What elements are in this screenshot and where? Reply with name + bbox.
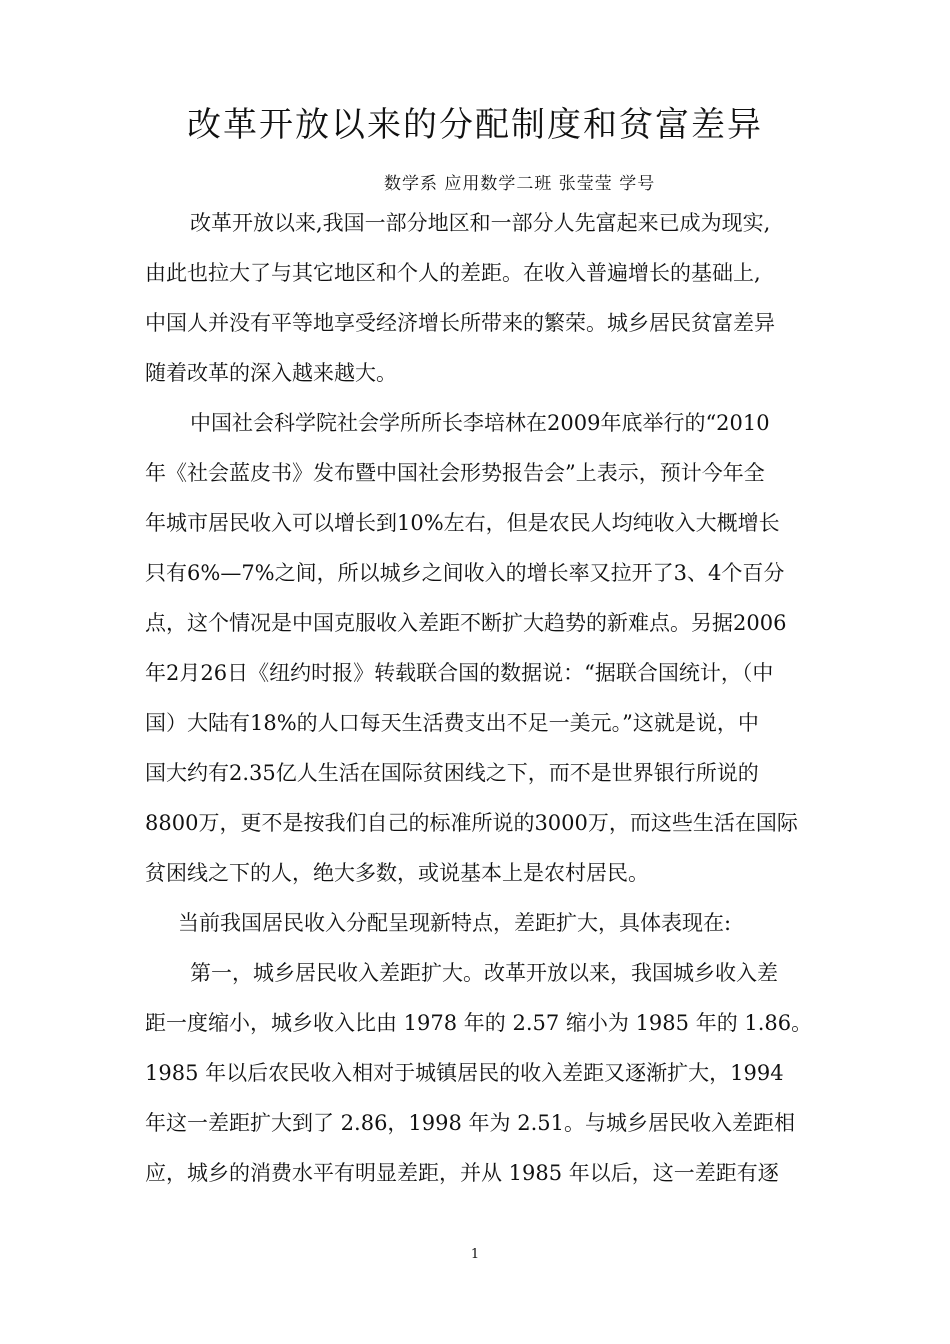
text-line: 第一，城乡居民收入差距扩大。改革开放以来，我国城乡收入差 xyxy=(190,961,778,985)
text-line: 应，城乡的消费水平有明显差距，并从 1985 年以后，这一差距有逐 xyxy=(145,1161,779,1185)
text-line: 距一度缩小，城乡收入比由 1978 年的 2.57 缩小为 1985 年的 1.86。 xyxy=(145,1011,813,1035)
document-title: 改革开放以来的分配制度和贫富差异 xyxy=(187,105,763,145)
page-number: 1 xyxy=(470,1247,480,1262)
text-line: 年城市居民收入可以增长到10%左右，但是农民人均纯收入大概增长 xyxy=(145,511,780,535)
text-line: 年这一差距扩大到了 2.86，1998 年为 2.51。与城乡居民收入差距相 xyxy=(145,1111,795,1135)
text-line: 只有6%—7%之间，所以城乡之间收入的增长率又拉开了3、4个百分 xyxy=(145,561,785,585)
author-byline: 数学系 应用数学二班 张莹莹 学号 xyxy=(384,174,656,194)
text-line: 由此也拉大了与其它地区和个人的差距。在收入普遍增长的基础上, xyxy=(145,261,761,285)
text-line: 国）大陆有18%的人口每天生活费支出不足一美元。”这就是说，中 xyxy=(145,711,759,735)
text-line: 中国人并没有平等地享受经济增长所带来的繁荣。城乡居民贫富差异 xyxy=(145,311,775,335)
text-line: 当前我国居民收入分配呈现新特点，差距扩大，具体表现在: xyxy=(178,911,732,935)
text-line: 中国社会科学院社会学所所长李培林在2009年底举行的“2010 xyxy=(190,411,770,435)
text-line: 改革开放以来,我国一部分地区和一部分人先富起来已成为现实, xyxy=(190,211,771,235)
text-line: 年《社会蓝皮书》发布暨中国社会形势报告会”上表示，预计今年全 xyxy=(145,461,765,485)
text-line: 随着改革的深入越来越大。 xyxy=(145,361,397,385)
text-line: 贫困线之下的人，绝大多数，或说基本上是农村居民。 xyxy=(145,861,649,885)
text-line: 点，这个情况是中国克服收入差距不断扩大趋势的新难点。另据2006 xyxy=(145,611,787,635)
text-line: 8800万，更不是按我们自己的标准所说的3000万，而这些生活在国际 xyxy=(145,811,798,835)
text-line: 1985 年以后农民收入相对于城镇居民的收入差距又逐渐扩大，1994 xyxy=(145,1061,784,1085)
text-line: 国大约有2.35亿人生活在国际贫困线之下，而不是世界银行所说的 xyxy=(145,761,759,785)
text-line: 年2月26日《纽约时报》转载联合国的数据说：“据联合国统计，（中 xyxy=(145,661,774,685)
